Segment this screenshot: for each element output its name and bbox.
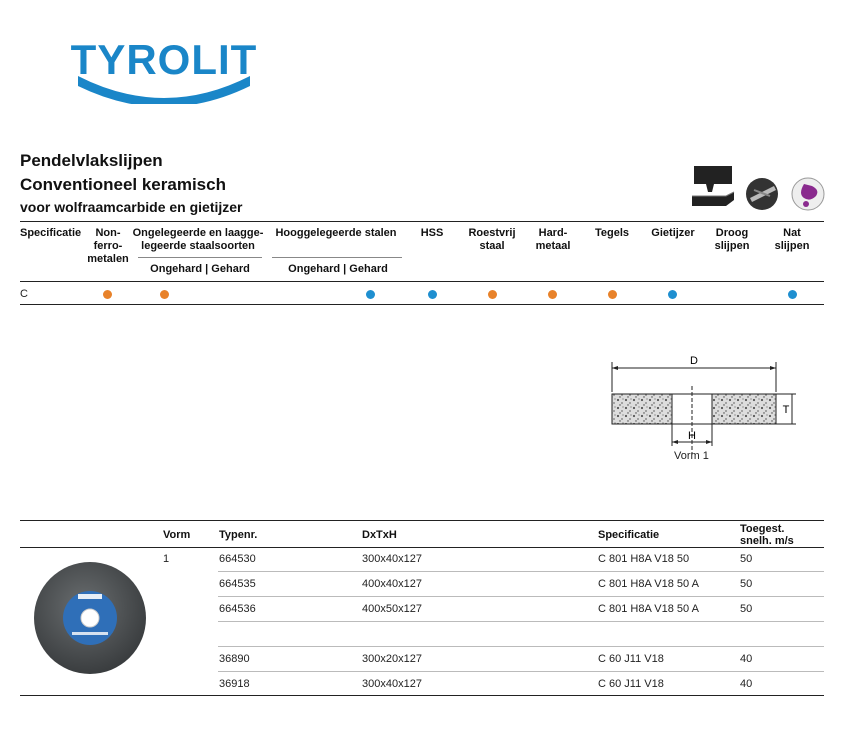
row-separator [218, 671, 824, 672]
col-nat: Nat slijpen [774, 227, 810, 252]
col-vorm: Vorm [163, 529, 191, 541]
dot-non-ferro [103, 290, 112, 299]
diagram-caption: Vorm 1 [674, 450, 709, 462]
col-dxtxh: DxTxH [362, 529, 397, 541]
col-roestvrij: Roestvrij staal [468, 227, 516, 252]
grinding-wheel-image [32, 556, 148, 680]
row-separator [218, 621, 824, 622]
cell-speed: 50 [740, 578, 753, 590]
cell-typenr: 664536 [219, 603, 256, 615]
page-title: Pendelvlakslijpen [20, 151, 163, 170]
cell-speed: 50 [740, 553, 753, 565]
cell-spec: C 801 H8A V18 50 A [598, 603, 699, 615]
cell-typenr: 36890 [219, 653, 250, 665]
col-ongelegeerde: Ongelegeerde en laagge- legeerde staalsoorten [132, 227, 264, 252]
row-separator [218, 646, 824, 647]
cell-speed: 50 [740, 603, 753, 615]
product-table-header-rule [20, 547, 824, 548]
subheader-rule-2 [272, 257, 402, 258]
logo-graphic [70, 28, 258, 104]
cell-speed: 40 [740, 653, 753, 665]
cell-typenr: 36918 [219, 678, 250, 690]
cell-dxtxh: 300x40x127 [362, 553, 422, 565]
row-separator [218, 596, 824, 597]
dot-tegels [608, 290, 617, 299]
col-hardmetaal: Hard- metaal [535, 227, 571, 252]
wet-grinding-icon [790, 176, 826, 212]
cell-spec: C 60 J11 V18 [598, 653, 664, 665]
cell-dxtxh: 300x40x127 [362, 678, 422, 690]
svg-text:T: T [782, 404, 790, 416]
cell-dxtxh: 400x40x127 [362, 578, 422, 590]
table-header-rule [20, 281, 824, 282]
cell-typenr: 664530 [219, 553, 256, 565]
dot-ongelegeerde-ongehard [160, 290, 169, 299]
dot-gietijzer [668, 290, 677, 299]
svg-text:TYROLIT: TYROLIT [70, 36, 258, 83]
vorm-value: 1 [163, 553, 170, 565]
dot-nat [788, 290, 797, 299]
cell-typenr: 664535 [219, 578, 256, 590]
cell-dxtxh: 300x20x127 [362, 653, 422, 665]
wheel-shape-diagram [600, 350, 810, 465]
tyrolit-logo [70, 28, 258, 104]
col-spec: Specificatie [598, 529, 660, 541]
col-non-ferro: Non- ferro- metalen [87, 227, 129, 265]
cell-speed: 40 [740, 678, 753, 690]
svg-text:H: H [688, 430, 696, 442]
subheader-rule-1 [138, 257, 262, 258]
col-droog: Droog slijpen [714, 227, 750, 252]
sub-ongehard-gehard-1: Ongehard | Gehard [150, 263, 250, 275]
sub-ongehard-gehard-2: Ongehard | Gehard [288, 263, 388, 275]
col-speed: Toegest. snelh. m/s [740, 523, 794, 547]
product-table-bottom-rule [20, 695, 824, 696]
col-gietijzer: Gietijzer [651, 227, 695, 239]
dry-grinding-icon [744, 176, 780, 212]
surface-grinding-icon [690, 166, 736, 210]
col-typenr: Typenr. [219, 529, 258, 541]
dot-hss [428, 290, 437, 299]
col-tegels: Tegels [594, 227, 630, 239]
cell-dxtxh: 400x50x127 [362, 603, 422, 615]
page-title-line2: Conventioneel keramisch [20, 175, 226, 194]
col-specificatie: Specificatie [20, 227, 82, 239]
table-top-rule [20, 221, 824, 222]
cell-spec: C 801 H8A V18 50 A [598, 578, 699, 590]
dot-hooggelegeerde-gehard [366, 290, 375, 299]
svg-text:D: D [690, 355, 698, 367]
table-bottom-rule [20, 304, 824, 305]
cell-spec: C 60 J11 V18 [598, 678, 664, 690]
col-hooggelegeerde: Hooggelegeerde stalen [275, 227, 397, 239]
row-label: C [20, 288, 28, 300]
row-separator [218, 571, 824, 572]
cell-spec: C 801 H8A V18 50 [598, 553, 690, 565]
product-table-top-rule [20, 520, 824, 521]
dot-roestvrij [488, 290, 497, 299]
page-subtitle: voor wolfraamcarbide en gietijzer [20, 199, 243, 215]
col-hss: HSS [420, 227, 444, 239]
dot-hardmetaal [548, 290, 557, 299]
